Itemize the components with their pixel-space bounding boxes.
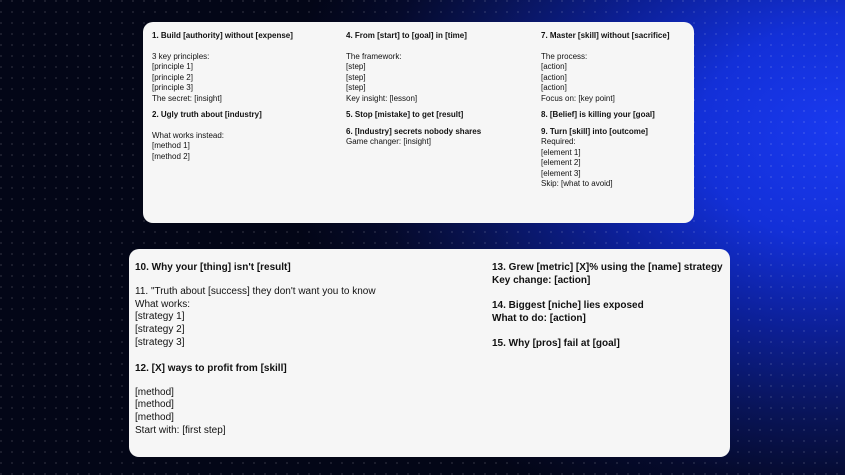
bottom-right-column: [492, 261, 722, 350]
item-1-title: 1. Build [authority] without [expense]: [152, 31, 293, 40]
item-2-line: [method 2]: [152, 151, 190, 161]
item-7-title: 7. Master [skill] without [sacrifice]: [541, 31, 670, 40]
item-11-line: 11. "Truth about [success] they don't want you to know: [135, 286, 376, 297]
item-12-line: Start with: [first step]: [135, 424, 226, 436]
top-template-card: [143, 22, 694, 223]
item-11-line: What works:: [135, 298, 191, 310]
item-2-line: What works instead:: [152, 130, 225, 140]
item-7-line: [action]: [541, 62, 567, 71]
item-7-line: [action]: [541, 72, 567, 82]
spacer: [152, 42, 337, 52]
item-7-line: The process:: [541, 51, 588, 61]
item-4-line: The framework:: [346, 51, 402, 61]
item-9-title: 9. Turn [skill] into [outcome]: [541, 126, 648, 136]
spacer: [135, 274, 455, 286]
top-column-3: [541, 31, 686, 190]
bottom-left-column: [135, 261, 455, 437]
item-13-title: 13. Grew [metric] [X]% using the [name] strategy: [492, 262, 723, 273]
item-11-line: [strategy 1]: [135, 311, 185, 323]
item-4-line: [step]: [346, 83, 366, 92]
item-4-title: 4. From [start] to [goal] in [time]: [346, 31, 467, 40]
top-column-2: [346, 31, 531, 148]
spacer: [135, 350, 455, 362]
item-1-line: [principle 1]: [152, 62, 193, 71]
top-column-1: [152, 31, 337, 162]
item-15-title: 15. Why [pros] fail at [goal]: [492, 338, 620, 349]
bottom-template-card: [129, 249, 730, 457]
spacer: [152, 121, 337, 131]
item-14-title: 14. Biggest [niche] lies exposed: [492, 300, 644, 311]
item-4-line: [step]: [346, 62, 366, 71]
spacer: [541, 42, 686, 52]
item-6-line: Game changer: [insight]: [346, 137, 431, 146]
spacer: [492, 325, 722, 337]
spacer: [346, 42, 531, 52]
item-1-line: [principle 2]: [152, 72, 193, 82]
item-13-subtitle: Key change: [action]: [492, 275, 591, 286]
item-7-line: [action]: [541, 83, 567, 92]
item-9-line: [element 1]: [541, 147, 581, 157]
item-14-subtitle: What to do: [action]: [492, 313, 586, 324]
item-11-line: [strategy 3]: [135, 336, 185, 348]
item-12-title: 12. [X] ways to profit from [skill]: [135, 362, 287, 374]
item-4-line: Key insight: [lesson]: [346, 93, 418, 103]
item-1-line: [principle 3]: [152, 83, 193, 92]
item-9-line: Skip: [what to avoid]: [541, 179, 613, 188]
item-4-line: [step]: [346, 72, 366, 82]
item-9-line: [element 3]: [541, 168, 581, 178]
spacer: [492, 287, 722, 299]
item-12-line: [method]: [135, 386, 174, 398]
item-12-line: [method]: [135, 411, 174, 423]
item-11-line: [strategy 2]: [135, 324, 185, 336]
item-7-line: Focus on: [key point]: [541, 93, 615, 103]
item-5-title: 5. Stop [mistake] to get [result]: [346, 110, 464, 119]
item-8-title: 8. [Belief] is killing your [goal]: [541, 110, 655, 119]
item-9-line: Required:: [541, 137, 576, 146]
item-6-title: 6. [Industry] secrets nobody shares: [346, 126, 482, 136]
item-1-line: The secret: [insight]: [152, 93, 222, 103]
item-12-line: [method]: [135, 399, 174, 411]
item-2-title: 2. Ugly truth about [industry]: [152, 110, 262, 119]
item-9-line: [element 2]: [541, 158, 581, 167]
spacer: [135, 375, 455, 387]
item-2-line: [method 1]: [152, 141, 190, 150]
item-10-title: 10. Why your [thing] isn't [result]: [135, 262, 291, 273]
item-1-line: 3 key principles:: [152, 51, 210, 61]
